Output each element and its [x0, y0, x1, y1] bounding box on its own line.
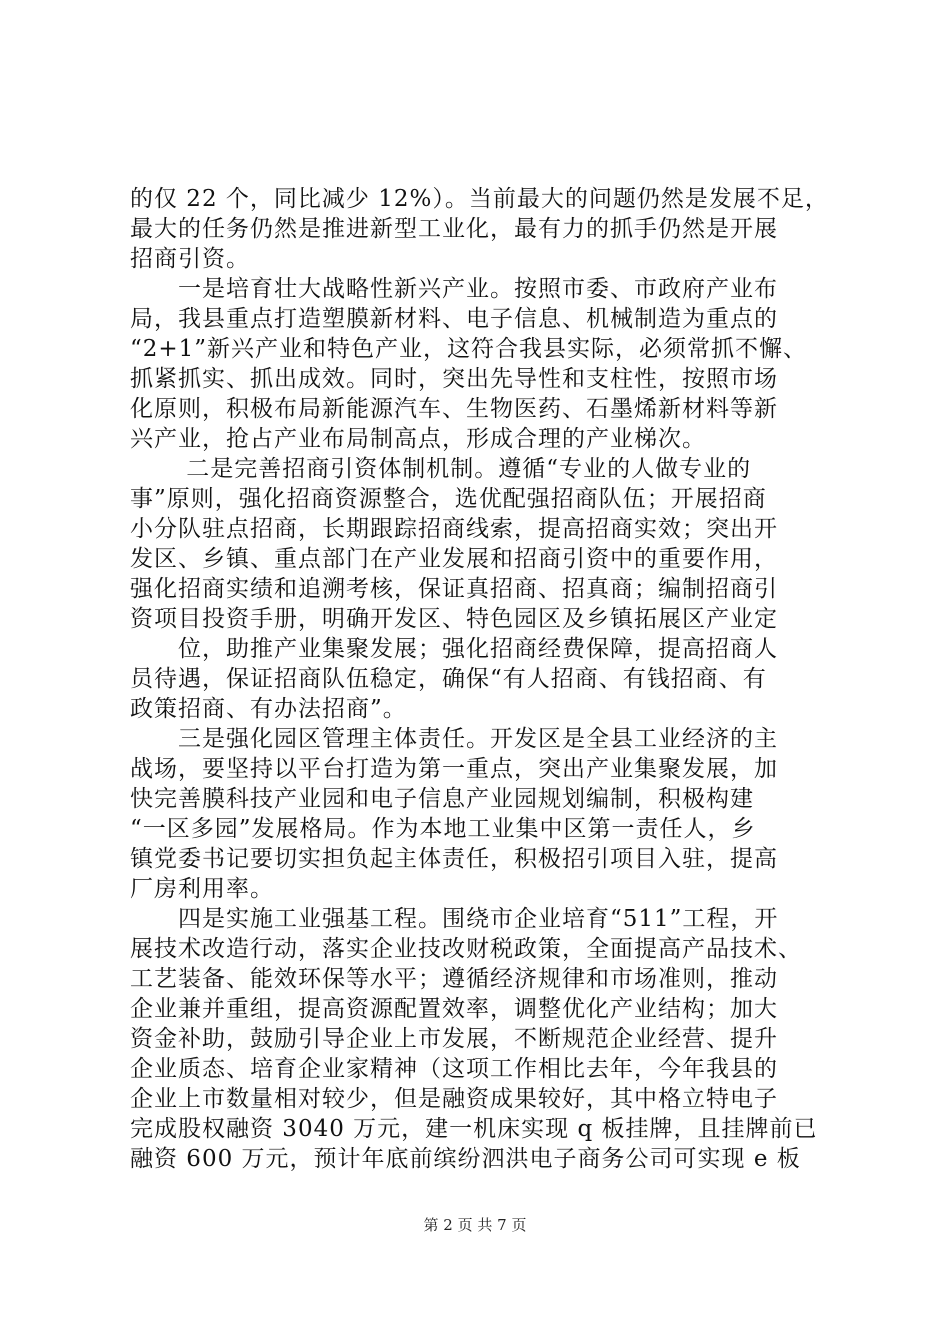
- text-line: 企业质态、培育企业家精神（这项工作相比去年，今年我县的: [130, 1056, 778, 1082]
- text-line: 完成股权融资 3040 万元，建一机床实现 q 板挂牌，且挂牌前已: [130, 1116, 818, 1142]
- text-line: 快完善膜科技产业园和电子信息产业园规划编制，积极构建: [130, 786, 754, 812]
- page-number-footer: 第 2 页 共 7 页: [423, 1216, 527, 1234]
- text-line: 位，助推产业集聚发展；强化招商经费保障，提高招商人: [130, 636, 778, 662]
- text-line: 工艺装备、能效环保等水平；遵循经济规律和市场准则，推动: [130, 966, 778, 992]
- text-line: “2+1”新兴产业和特色产业，这符合我县实际，必须常抓不懈、: [130, 336, 808, 362]
- text-line: 镇党委书记要切实担负起主体责任，积极招引项目入驻，提高: [130, 846, 778, 872]
- text-line: 厂房利用率。: [130, 876, 274, 902]
- text-line: 抓紧抓实、抓出成效。同时，突出先导性和支柱性，按照市场: [130, 366, 778, 392]
- text-line: 化原则，积极布局新能源汽车、生物医药、石墨烯新材料等新: [130, 396, 778, 422]
- text-line: 资金补助，鼓励引导企业上市发展，不断规范企业经营、提升: [130, 1026, 778, 1052]
- text-line: 发区、乡镇、重点部门在产业发展和招商引资中的重要作用，: [130, 546, 778, 572]
- text-line: 二是完善招商引资体制机制。遵循“专业的人做专业的: [130, 456, 752, 482]
- text-line: 员待遇，保证招商队伍稳定，确保“有人招商、有钱招商、有: [130, 666, 767, 692]
- text-line: 强化招商实绩和追溯考核，保证真招商、招真商；编制招商引: [130, 576, 778, 602]
- text-line: 战场，要坚持以平台打造为第一重点，突出产业集聚发展，加: [130, 756, 778, 782]
- text-line: 的仅 22 个，同比减少 12%）。当前最大的问题仍然是发展不足，: [130, 186, 829, 212]
- text-line: 兴产业，抢占产业布局制高点，形成合理的产业梯次。: [130, 426, 706, 452]
- text-line: 政策招商、有办法招商”。: [130, 696, 407, 722]
- text-line: 资项目投资手册，明确开发区、特色园区及乡镇拓展区产业定: [130, 606, 778, 632]
- text-line: 企业兼并重组，提高资源配置效率，调整优化产业结构；加大: [130, 996, 778, 1022]
- text-line: 最大的任务仍然是推进新型工业化，最有力的抓手仍然是开展: [130, 216, 778, 242]
- text-line: 一是培育壮大战略性新兴产业。按照市委、市政府产业布: [130, 276, 778, 302]
- text-line: 局，我县重点打造塑膜新材料、电子信息、机械制造为重点的: [130, 306, 778, 332]
- text-line: 招商引资。: [130, 246, 250, 272]
- text-line: 展技术改造行动，落实企业技改财税政策，全面提高产品技术、: [130, 936, 802, 962]
- text-line: 融资 600 万元，预计年底前缤纷泗洪电子商务公司可实现 e 板: [130, 1146, 801, 1172]
- text-line: 事”原则，强化招商资源整合，选优配强招商队伍；开展招商: [130, 486, 767, 512]
- text-line: 企业上市数量相对较少，但是融资成果较好，其中格立特电子: [130, 1086, 778, 1112]
- text-line: 三是强化园区管理主体责任。开发区是全县工业经济的主: [130, 726, 778, 752]
- text-line: 四是实施工业强基工程。围绕市企业培育“511”工程，开: [130, 906, 779, 932]
- text-line: 小分队驻点招商，长期跟踪招商线索，提高招商实效；突出开: [130, 516, 778, 542]
- text-line: “一区多园”发展格局。作为本地工业集中区第一责任人，乡: [130, 816, 756, 842]
